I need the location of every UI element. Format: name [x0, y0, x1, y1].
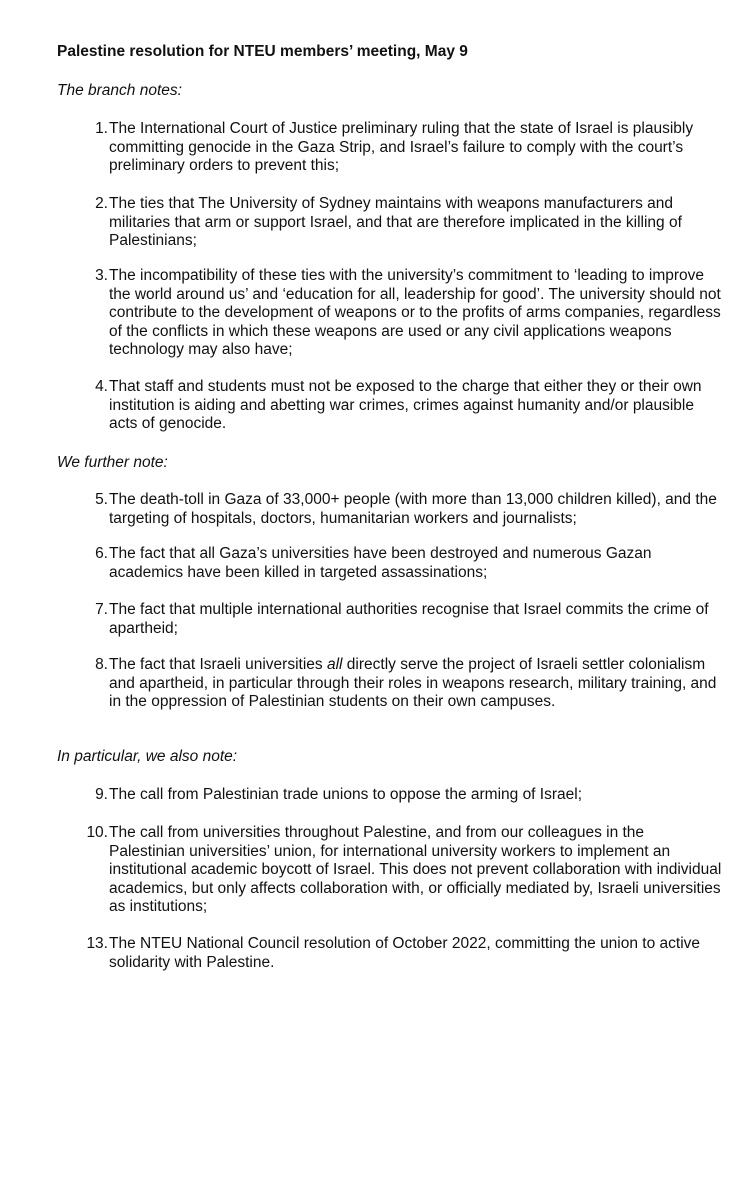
- item-text: The death-toll in Gaza of 33,000+ people (with more than 13,000 children killed), and the targeting of hospitals, doctors, humanitarian workers and journalists;: [109, 491, 717, 527]
- section-heading-also-note: In particular, we also note:: [57, 748, 238, 765]
- item-text: The incompatibility of these ties with the university’s commitment to ‘leading to improve the world around us’ and ‘education for all, leadership for good’. The university should not contribute to the development of weapons or to the profits of arms companies, regardless of the conflicts in which these weapons are used or any civil applications weapons technology may also have;: [109, 267, 721, 359]
- list-item: [74, 786, 724, 805]
- item-number: 1.: [95, 120, 108, 137]
- item-text: [109, 656, 724, 712]
- item-text-start: The fact that Israeli universities: [109, 656, 327, 673]
- list-item: [74, 935, 724, 972]
- item-text: The NTEU National Council resolution of October 2022, committing the union to active solidarity with Palestine.: [109, 935, 701, 971]
- item-number: 13.: [86, 935, 108, 952]
- list-item: [74, 120, 724, 176]
- list-item: [74, 378, 724, 434]
- section-heading-further-note: We further note:: [57, 454, 168, 471]
- item-number: 9.: [95, 786, 108, 803]
- list-item: [74, 545, 724, 582]
- item-number: 2.: [95, 195, 108, 212]
- item-number: 6.: [95, 545, 108, 562]
- item-number: 4.: [95, 378, 108, 395]
- list-item: [74, 656, 724, 712]
- item-number: 5.: [95, 491, 108, 508]
- item-text-end: directly serve the project of Israeli settler colonialism and apartheid, in particular through their roles in weapons research, military training, and in the oppression of Palestinian students on their own campuses.: [109, 656, 717, 711]
- section-heading-branch-notes: The branch notes:: [57, 82, 182, 99]
- list-item: [74, 824, 724, 917]
- list-item: [74, 601, 724, 638]
- item-number: 3.: [95, 267, 108, 284]
- item-text: The International Court of Justice preliminary ruling that the state of Israel is plausibly committing genocide in the Gaza Strip, and Israel’s failure to comply with the court’s preliminary orders to prevent this;: [109, 120, 694, 175]
- list-item: [74, 491, 724, 528]
- item-text: The fact that all Gaza’s universities have been destroyed and numerous Gazan academics have been killed in targeted assassinations;: [109, 545, 652, 581]
- list-item: [74, 267, 724, 360]
- item-text: The fact that multiple international authorities recognise that Israel commits the crime of apartheid;: [109, 601, 709, 637]
- item-number: 8.: [95, 656, 108, 673]
- item-number: 10.: [86, 824, 108, 841]
- item-text: The call from Palestinian trade unions to oppose the arming of Israel;: [109, 786, 583, 803]
- list-item: [74, 195, 724, 251]
- item-text: The ties that The University of Sydney maintains with weapons manufacturers and militaries that arm or support Israel, and that are therefore implicated in the killing of Palestinians;: [109, 195, 682, 250]
- item-text: The call from universities throughout Palestine, and from our colleagues in the Palestinian universities’ union, for international university workers to implement an institutional academic boycott of Israel. This does not prevent collaboration with individual academics, but only affects collaboration with, or officially mediated by, Israeli universities as institutions;: [109, 824, 722, 916]
- item-text-emphasis: all: [326, 656, 343, 673]
- document-title: Palestine resolution for NTEU members’ meeting, May 9: [57, 43, 468, 60]
- item-number: 7.: [95, 601, 108, 618]
- item-text: That staff and students must not be exposed to the charge that either they or their own institution is aiding and abetting war crimes, crimes against humanity and/or plausible acts of genocide.: [109, 378, 702, 433]
